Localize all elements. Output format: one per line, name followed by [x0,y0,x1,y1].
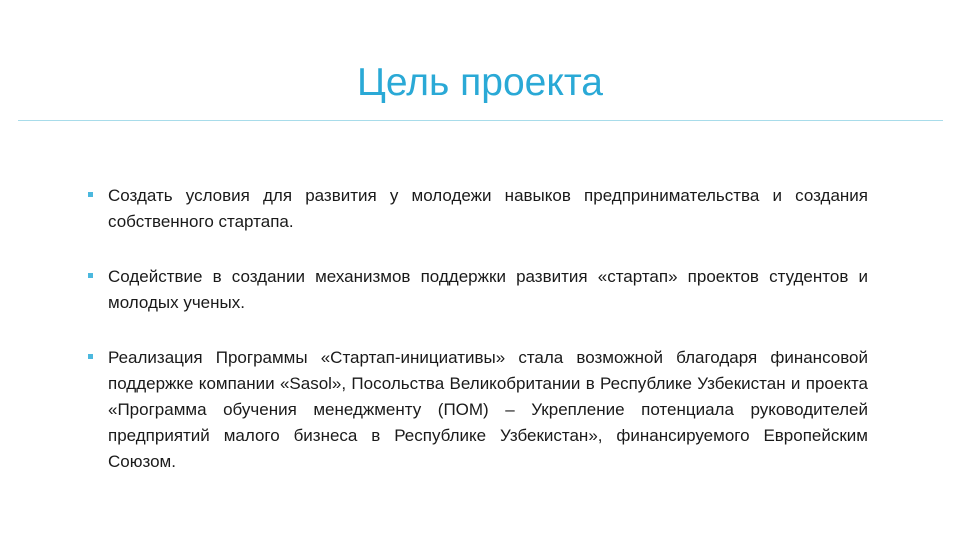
square-bullet-icon [88,354,93,359]
bullet-item [88,345,868,475]
slide-title: Цель проекта [357,61,603,104]
bullet-text: Реализация Программы «Стартап-инициативы» стала возможной благодаря финансовой поддержке компании «Sasol», Посольства Великобритании в Республике Узбекистан и проекта «Программа обучения менеджменту (ПОМ) – Укрепление потенциала руководителей предприятий малого бизнеса в Республике Узбекистан», финансируемого Европейским Союзом. [108,348,868,471]
bullet-text: Создать условия для развития у молодежи навыков предпринимательства и создания собственного стартапа. [108,186,868,231]
bullet-list [88,183,868,475]
bullet-text: Содействие в создании механизмов поддержки развития «стартап» проектов студентов и молодых ученых. [108,267,868,312]
square-bullet-icon [88,273,93,278]
title-divider [18,120,943,121]
bullet-item [88,183,868,235]
square-bullet-icon [88,192,93,197]
bullet-item [88,264,868,316]
